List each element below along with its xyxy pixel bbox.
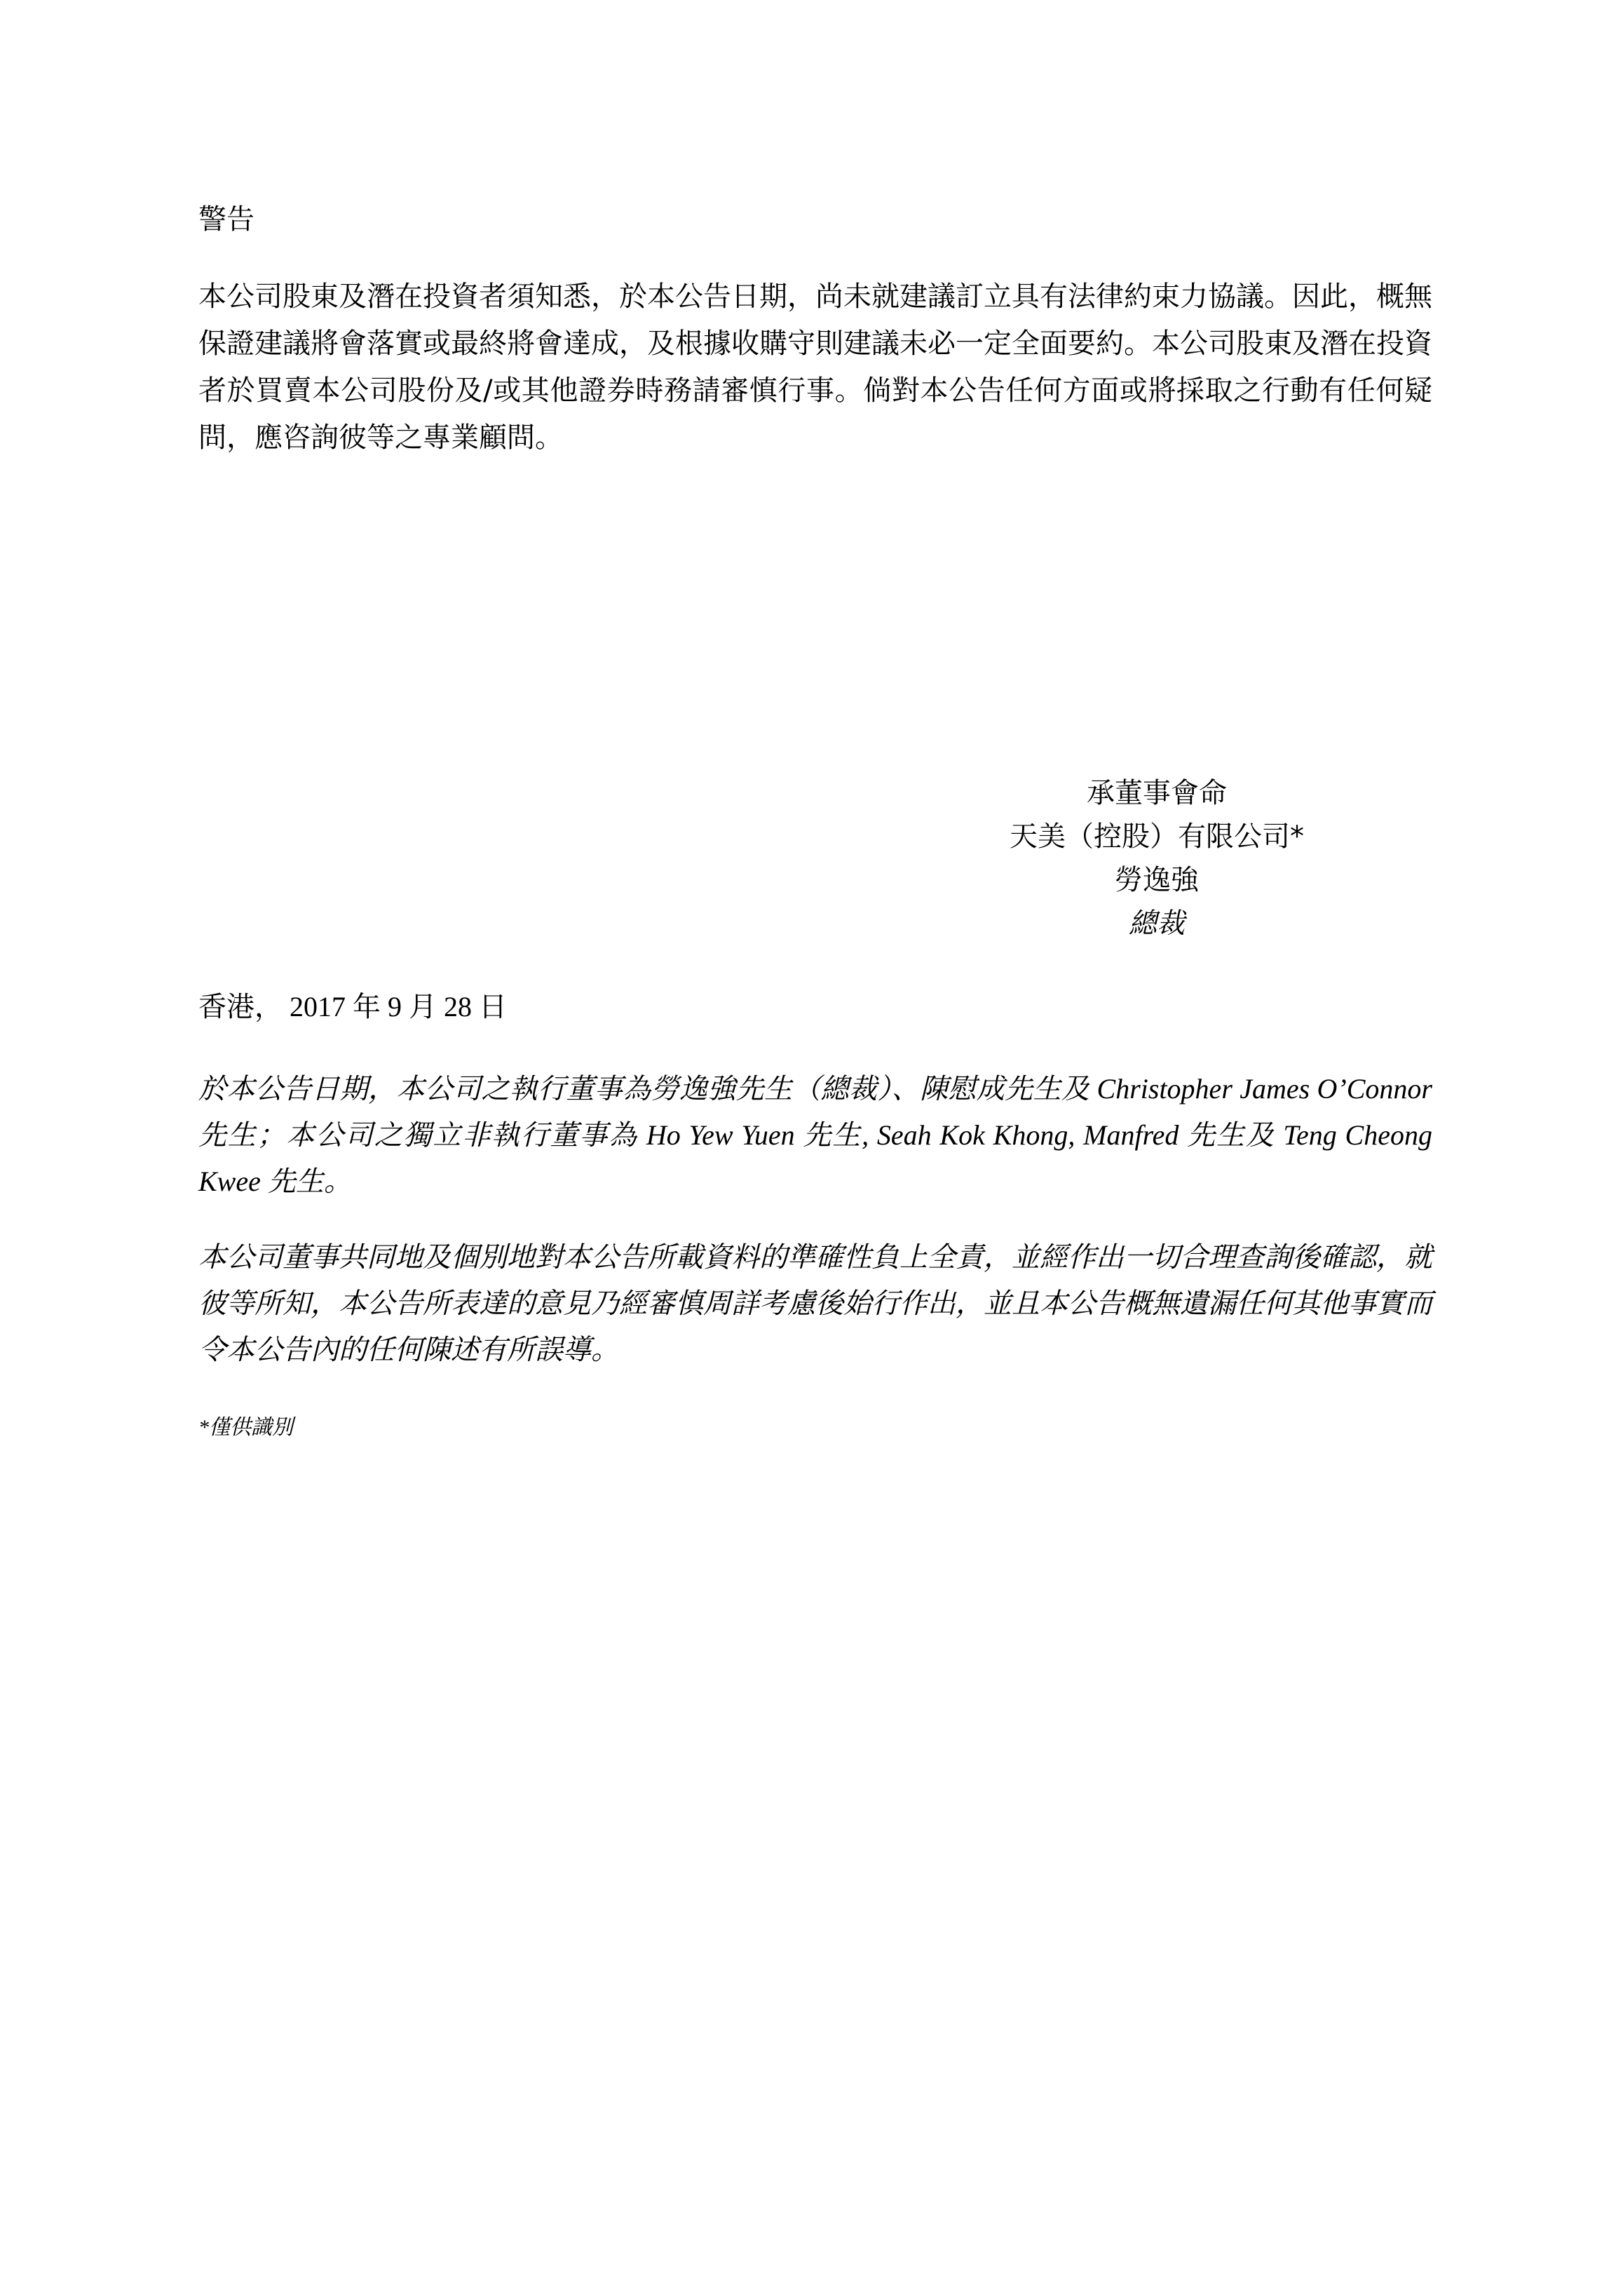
by-order-line: 承董事會命	[1087, 777, 1227, 809]
signatory-name: 勞逸強	[1115, 864, 1199, 896]
date-line: 香港， 2017 年 9 月 28 日	[198, 991, 507, 1022]
footnote: *僅供識別	[198, 1416, 293, 1439]
signatory-title: 總裁	[1129, 907, 1185, 939]
directors-note: 於本公告日期，本公司之執行董事為勞逸強先生（總裁）、陳慰成先生及 Christopher James O’Connor 先生；本公司之獨立非執行董事為 Ho Yew Yuen 先生, Seah Kok Khong, Manfred 先生及 Teng Cheong Kwee 先生。	[198, 1073, 1432, 1197]
warning-paragraph: 本公司股東及潛在投資者須知悉，於本公告日期，尚未就建議訂立具有法律約束力協議。因此，概無保證建議將會落實或最終將會達成，及根據收購守則建議未必一定全面要約。本公司股東及潛在投資者於買賣本公司股份及/或其他證券時務請審慎行事。倘對本公告任何方面或將採取之行動有任何疑問，應咨詢彼等之專業顧問。	[198, 281, 1432, 454]
warning-heading: 警告	[198, 203, 254, 236]
responsibility-statement: 本公司董事共同地及個別地對本公告所載資料的準確性負上全責，並經作出一切合理查詢後確認，就彼等所知，本公告所表達的意見乃經審慎周詳考慮後始行作出，並且本公告概無遺漏任何其他事實而令本公告內的任何陳述有所誤導。	[198, 1241, 1432, 1365]
company-name: 天美（控股）有限公司*	[1010, 821, 1304, 853]
signature-block	[806, 771, 1507, 945]
